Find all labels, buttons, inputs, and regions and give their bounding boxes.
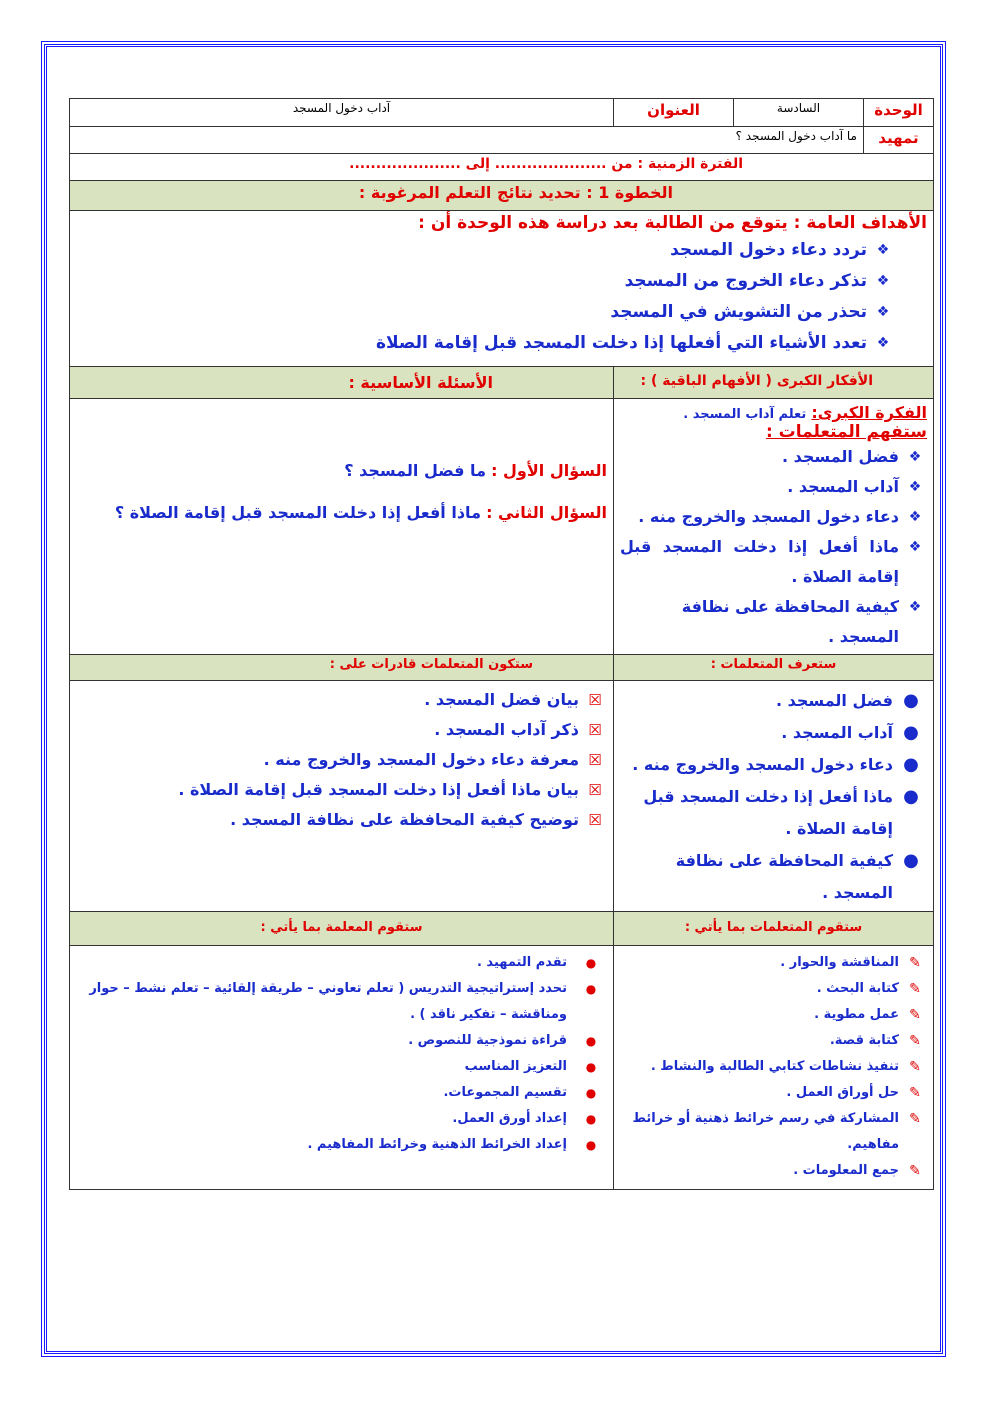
diamond-bullet-icon: ❖ bbox=[876, 335, 890, 351]
will-know-heading: ستعرف المتعلمات : bbox=[614, 655, 934, 681]
list-item: ❖ ماذا أفعل إذا دخلت المسجد قبل إقامة الصلاة . bbox=[620, 532, 927, 592]
will-be-able-heading: ستكون المتعلمات قادرات على : bbox=[70, 655, 614, 681]
dot-bullet-icon: ● bbox=[903, 850, 919, 871]
title-value: آداب دخول المسجد bbox=[70, 99, 614, 127]
dot-bullet-icon: ● bbox=[903, 754, 919, 775]
list-item: ❖ فضل المسجد . bbox=[620, 442, 927, 472]
dot-bullet-icon: ● bbox=[903, 690, 919, 711]
list-item: ● آداب المسجد . bbox=[620, 717, 927, 749]
list-item: ● تقسيم المجموعات. bbox=[76, 1080, 607, 1106]
checkbox-x-icon: ☒ bbox=[588, 721, 602, 739]
pencil-bullet-icon: ✎ bbox=[909, 955, 921, 971]
dot-bullet-icon: ● bbox=[585, 1138, 597, 1152]
dot-bullet-icon: ● bbox=[585, 1086, 597, 1100]
list-item: ❖ كيفية المحافظة على نظافة المسجد . bbox=[620, 592, 927, 652]
list-item: ● ماذا أفعل إذا دخلت المسجد قبل إقامة الصلاة . bbox=[620, 781, 927, 845]
list-item: ☒ بيان ماذا أفعل إذا دخلت المسجد قبل إقامة الصلاة . bbox=[76, 775, 607, 805]
title-label: العنوان bbox=[614, 99, 734, 127]
checkbox-x-icon: ☒ bbox=[588, 751, 602, 769]
essential-questions-heading: الأسئلة الأساسية : bbox=[70, 367, 614, 399]
will-know-cell bbox=[614, 681, 934, 912]
dot-bullet-icon: ● bbox=[585, 1060, 597, 1074]
big-ideas-heading: الأفكار الكبرى ( الأفهام الباقية ) : bbox=[614, 367, 934, 399]
diamond-bullet-icon: ❖ bbox=[908, 479, 922, 495]
checkbox-x-icon: ☒ bbox=[588, 691, 602, 709]
list-item: ☒ بيان فضل المسجد . bbox=[76, 685, 607, 715]
time-period: الفترة الزمنية : من ..................... إلى ..................... bbox=[70, 154, 934, 181]
list-item: ☒ توضيح كيفية المحافظة على نظافة المسجد . bbox=[76, 805, 607, 835]
essential-questions-cell bbox=[70, 399, 614, 655]
teacher-does-heading: ستقوم المعلمة بما يأتي : bbox=[70, 912, 614, 946]
big-idea-label: الفكرة الكبرى: bbox=[811, 403, 927, 422]
list-item: ✎ كتابة قصة. bbox=[620, 1028, 927, 1054]
students-do-heading: ستقوم المتعلمات بما يأتي : bbox=[614, 912, 934, 946]
list-item: ● إعداد الخرائط الذهنية وخرائط المفاهيم . bbox=[76, 1132, 607, 1158]
list-item: ● قراءة نموذجية للنصوص . bbox=[76, 1028, 607, 1054]
pencil-bullet-icon: ✎ bbox=[909, 1163, 921, 1179]
diamond-bullet-icon: ❖ bbox=[908, 539, 922, 555]
dot-bullet-icon: ● bbox=[585, 1034, 597, 1048]
diamond-bullet-icon: ❖ bbox=[876, 304, 890, 320]
question-1: السؤال الأول : ما فضل المسجد ؟ bbox=[344, 461, 607, 480]
intro-value: ما آداب دخول المسجد ؟ bbox=[70, 127, 864, 154]
list-item: ❖ تعدد الأشياء التي أفعلها إذا دخلت المسجد قبل إقامة الصلاة bbox=[76, 328, 927, 359]
will-be-able-list bbox=[76, 685, 607, 835]
diamond-bullet-icon: ❖ bbox=[908, 449, 922, 465]
list-item: ● إعداد أورق العمل. bbox=[76, 1106, 607, 1132]
list-item: ● تقدم التمهيد . bbox=[76, 950, 607, 976]
will-be-able-cell bbox=[70, 681, 614, 912]
list-item: ● تحدد إستراتيجية التدريس ( تعلم تعاوني – طريقة إلقائية – تعلم نشط – حوار ومناقشة – تفكير ناقد ) . bbox=[76, 976, 607, 1028]
general-goals-intro: الأهداف العامة : يتوقع من الطالبة بعد دراسة هذه الوحدة أن : bbox=[418, 213, 927, 233]
big-idea-value: تعلم آداب المسجد . bbox=[683, 407, 807, 422]
students-do-list bbox=[620, 950, 927, 1184]
list-item: ● دعاء دخول المسجد والخروج منه . bbox=[620, 749, 927, 781]
diamond-bullet-icon: ❖ bbox=[908, 509, 922, 525]
unit-value: السادسة bbox=[734, 99, 864, 127]
list-item: ☒ معرفة دعاء دخول المسجد والخروج منه . bbox=[76, 745, 607, 775]
students-do-cell bbox=[614, 946, 934, 1190]
pencil-bullet-icon: ✎ bbox=[909, 1111, 921, 1127]
diamond-bullet-icon: ❖ bbox=[876, 242, 890, 258]
general-goals-cell bbox=[70, 211, 934, 367]
unit-label: الوحدة bbox=[864, 99, 934, 127]
pencil-bullet-icon: ✎ bbox=[909, 1085, 921, 1101]
dot-bullet-icon: ● bbox=[585, 982, 597, 996]
pencil-bullet-icon: ✎ bbox=[909, 981, 921, 997]
question-2: السؤال الثاني : ماذا أفعل إذا دخلت المسجد قبل إقامة الصلاة ؟ bbox=[114, 503, 607, 522]
list-item: ● كيفية المحافظة على نظافة المسجد . bbox=[620, 845, 927, 909]
dot-bullet-icon: ● bbox=[903, 786, 919, 807]
dot-bullet-icon: ● bbox=[903, 722, 919, 743]
pencil-bullet-icon: ✎ bbox=[909, 1033, 921, 1049]
list-item: ❖ تذكر دعاء الخروج من المسجد bbox=[76, 266, 927, 297]
list-item: ☒ ذكر آداب المسجد . bbox=[76, 715, 607, 745]
list-item: ✎ المشاركة في رسم خرائط ذهنية أو خرائط مفاهيم. bbox=[620, 1106, 927, 1158]
list-item: ❖ تردد دعاء دخول المسجد bbox=[76, 235, 927, 266]
pencil-bullet-icon: ✎ bbox=[909, 1007, 921, 1023]
list-item: ● التعزيز المناسب bbox=[76, 1054, 607, 1080]
list-item: ❖ تحذر من التشويش في المسجد bbox=[76, 297, 927, 328]
big-ideas-cell bbox=[614, 399, 934, 655]
pencil-bullet-icon: ✎ bbox=[909, 1059, 921, 1075]
intro-label: تمهيد bbox=[864, 127, 934, 154]
list-item: ❖ آداب المسجد . bbox=[620, 472, 927, 502]
list-item: ✎ جمع المعلومات . bbox=[620, 1158, 927, 1184]
list-item: ✎ عمل مطوية . bbox=[620, 1002, 927, 1028]
diamond-bullet-icon: ❖ bbox=[876, 273, 890, 289]
list-item: ● فضل المسجد . bbox=[620, 685, 927, 717]
list-item: ✎ المناقشة والحوار . bbox=[620, 950, 927, 976]
dot-bullet-icon: ● bbox=[585, 1112, 597, 1126]
general-goals-list bbox=[76, 235, 927, 359]
step-heading: الخطوة 1 : تحديد نتائج التعلم المرغوبة : bbox=[70, 181, 934, 211]
will-know-list bbox=[620, 685, 927, 909]
lesson-plan-table bbox=[69, 98, 934, 1190]
checkbox-x-icon: ☒ bbox=[588, 811, 602, 829]
list-item: ✎ حل أوراق العمل . bbox=[620, 1080, 927, 1106]
list-item: ✎ كتابة البحث . bbox=[620, 976, 927, 1002]
list-item: ✎ تنفيذ نشاطات كتابي الطالبة والنشاط . bbox=[620, 1054, 927, 1080]
diamond-bullet-icon: ❖ bbox=[908, 599, 922, 615]
dot-bullet-icon: ● bbox=[585, 956, 597, 970]
understand-label: ستفهم المتعلمات : bbox=[765, 422, 927, 442]
checkbox-x-icon: ☒ bbox=[588, 781, 602, 799]
understandings-list bbox=[620, 442, 927, 652]
teacher-does-cell bbox=[70, 946, 614, 1190]
teacher-does-list bbox=[76, 950, 607, 1158]
list-item: ❖ دعاء دخول المسجد والخروج منه . bbox=[620, 502, 927, 532]
